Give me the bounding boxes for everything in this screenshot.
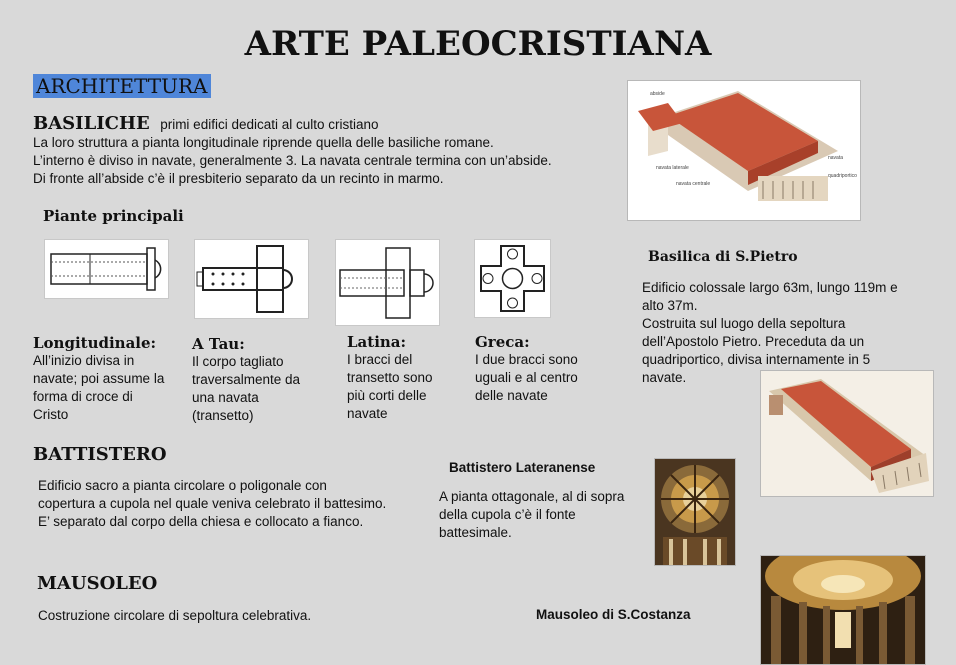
- battistero-heading: BATTISTERO: [33, 444, 167, 465]
- plan-line: Cristo: [33, 407, 69, 422]
- basiliche-heading-row: [33, 113, 379, 134]
- basiliche-line: L’interno è diviso in navate, generalmente 3. La navata centrale termina con un’abside.: [33, 153, 552, 168]
- battistero-description: [38, 477, 386, 531]
- plan-line: navate; poi assume la: [33, 371, 165, 386]
- plan-line: transetto sono: [347, 370, 433, 385]
- plan-line: (transetto): [192, 408, 254, 423]
- plan-longitudinale-image: [44, 239, 169, 299]
- plan-line: navate: [347, 406, 388, 421]
- plan-desc-greca: [475, 333, 605, 405]
- architettura-heading: ARCHITETTURA: [33, 74, 211, 98]
- mausoleo-heading: MAUSOLEO: [37, 573, 158, 594]
- plan-line: forma di croce di: [33, 389, 133, 404]
- basiliche-line: La loro struttura a pianta longitudinale riprende quella delle basiliche romane.: [33, 135, 494, 150]
- spietro-line: dell’Apostolo Pietro. Preceduta da un: [642, 334, 865, 349]
- diagram-label-abside: abside: [650, 91, 665, 97]
- mausoleo-caption: Mausoleo di S.Costanza: [536, 607, 691, 622]
- plan-name: Latina:: [347, 333, 407, 351]
- plan-line: traversalmente da: [192, 372, 301, 387]
- diagram-label-navata-centrale: navata centrale: [676, 181, 711, 187]
- spietro-line: Edificio colossale largo 63m, lungo 119m e: [642, 280, 898, 295]
- plan-name: A Tau:: [192, 335, 245, 353]
- plan-latina-image: [335, 239, 440, 326]
- basiliche-heading: BASILICHE: [33, 113, 150, 134]
- plan-line: uguali e al centro: [475, 370, 578, 385]
- diagram-label-navata: navata: [828, 155, 844, 161]
- lateranense-description: [439, 488, 649, 542]
- plan-name: Greca:: [475, 333, 530, 351]
- battistero-line: E’ separato dal corpo della chiesa e collocato a fianco.: [38, 514, 364, 529]
- plan-desc-latina: [347, 333, 457, 423]
- lateranense-line: della cupola c’è il fonte: [439, 507, 576, 522]
- spietro-line: alto 37m.: [642, 298, 698, 313]
- plan-line: delle navate: [475, 388, 548, 403]
- diagram-label-navata-laterale: navata laterale: [656, 165, 689, 171]
- spietro-reconstruction-image: [760, 370, 934, 497]
- plan-desc-tau: [192, 335, 322, 425]
- battistero-line: Edificio sacro a pianta circolare o poligonale con: [38, 478, 327, 493]
- lateranense-dome-photo: [654, 458, 736, 566]
- plan-desc-longitudinale: [33, 334, 183, 424]
- spietro-line: quadriportico, divisa internamente in 5: [642, 352, 871, 367]
- mausoleo-interior-photo: [760, 555, 926, 665]
- spietro-line: navate.: [642, 370, 687, 385]
- page-title: ARTE PALEOCRISTIANA: [244, 24, 712, 64]
- spietro-heading: Basilica di S.Pietro: [648, 249, 798, 265]
- plan-line: una navata: [192, 390, 259, 405]
- plan-tau-image: [194, 239, 309, 319]
- battistero-line: copertura a cupola nel quale veniva celebrato il battesimo.: [38, 496, 387, 511]
- mausoleo-description: Costruzione circolare di sepoltura celebrativa.: [38, 608, 312, 623]
- plan-line: All’inizio divisa in: [33, 353, 135, 368]
- diagram-label-quadriportico: quadriportico: [828, 173, 857, 179]
- plan-line: I bracci del: [347, 352, 413, 367]
- lateranense-heading: Battistero Lateranense: [449, 460, 596, 475]
- lateranense-line: battesimale.: [439, 525, 512, 540]
- plan-line: I due bracci sono: [475, 352, 578, 367]
- plan-line: Il corpo tagliato: [192, 354, 284, 369]
- lateranense-line: A pianta ottagonale, al di sopra: [439, 489, 625, 504]
- spietro-line: Costruita sul luogo della sepoltura: [642, 316, 846, 331]
- basiliche-line: Di fronte all’abside c’è il presbiterio separato da un recinto in marmo.: [33, 171, 444, 186]
- basilica-diagram-image: [627, 80, 861, 221]
- plan-name: Longitudinale:: [33, 334, 157, 352]
- basiliche-intro: primi edifici dedicati al culto cristiano: [160, 117, 379, 132]
- plan-greca-image: [474, 239, 551, 318]
- piante-heading: Piante principali: [43, 207, 184, 225]
- plan-line: più corti delle: [347, 388, 427, 403]
- basiliche-description: [33, 134, 552, 188]
